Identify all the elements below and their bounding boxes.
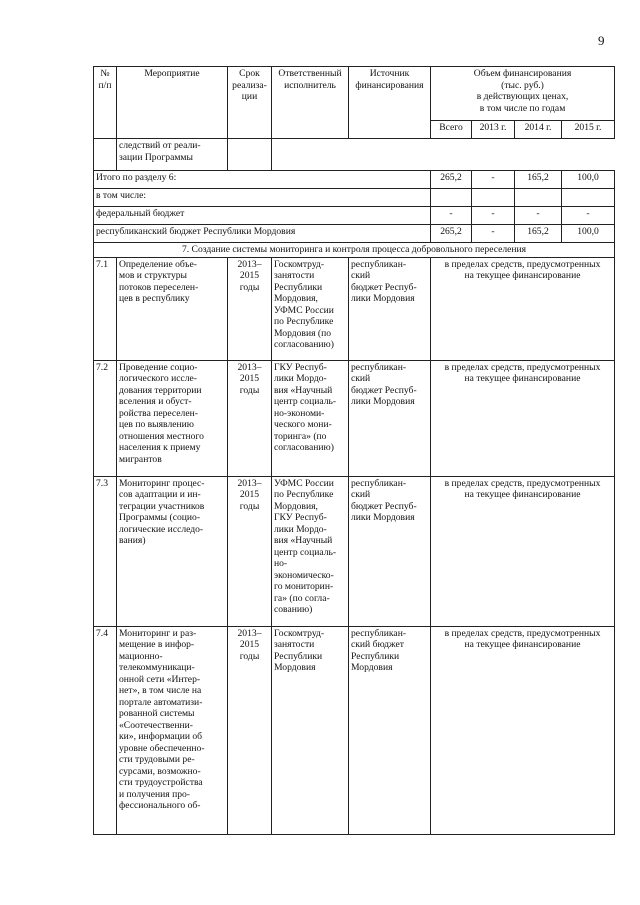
header-total: Всего xyxy=(431,121,472,139)
row-responsible: ГКУ Респуб- лики Мордо- вия «Научный центр социаль- но-экономи- ческого мони- торинга» (по согласованию) xyxy=(272,360,349,476)
row-funding: в пределах средств, предусмотренных на текущее финансирование xyxy=(431,257,615,360)
page-number: 9 xyxy=(598,33,605,48)
including-2013 xyxy=(472,189,515,207)
header-responsible: Ответственный исполнитель xyxy=(272,67,349,139)
header-term: Срок реализа- ции xyxy=(228,67,272,139)
cont-term xyxy=(228,139,272,171)
row-funding: в пределах средств, предусмотренных на текущее финансирование xyxy=(431,360,615,476)
header-2013: 2013 г. xyxy=(472,121,515,139)
including-label: в том числе: xyxy=(94,189,431,207)
row-term: 2013– 2015 годы xyxy=(228,360,272,476)
total-label: Итого по разделу 6: xyxy=(94,171,431,189)
row-term: 2013– 2015 годы xyxy=(228,626,272,834)
cont-empty xyxy=(272,139,615,171)
row-source: республикан- ский бюджет Респуб- лики Мордовия xyxy=(349,476,431,626)
republic-2015: 100,0 xyxy=(562,225,615,243)
federal-2014: - xyxy=(515,207,562,225)
including-2015 xyxy=(562,189,615,207)
header-source: Источник финансирования xyxy=(349,67,431,139)
republic-all: 265,2 xyxy=(431,225,472,243)
header-2015: 2015 г. xyxy=(562,121,615,139)
republic-2013: - xyxy=(472,225,515,243)
federal-label: федеральный бюджет xyxy=(94,207,431,225)
including-all xyxy=(431,189,472,207)
row-term: 2013– 2015 годы xyxy=(228,476,272,626)
cont-num xyxy=(94,139,117,171)
row-measure: Определение объе- мов и структуры потоков переселен- цев в республику xyxy=(117,257,228,360)
total-2015: 100,0 xyxy=(562,171,615,189)
total-2013: - xyxy=(472,171,515,189)
republic-2014: 165,2 xyxy=(515,225,562,243)
federal-2015: - xyxy=(562,207,615,225)
row-measure: Проведение социо- логического иссле- дования территории вселения и обуст- ройства переселен- цев по выявлению отношения местного населения к приему мигрантов xyxy=(117,360,228,476)
row-responsible: Госкомтруд- занятости Республики Мордовия xyxy=(272,626,349,834)
header-measure: Мероприятие xyxy=(117,67,228,139)
section-7-title: 7. Создание системы мониторинга и контроля процесса добровольного переселения xyxy=(94,243,615,258)
row-responsible: УФМС России по Республике Мордовия, ГКУ Респуб- лики Мордо- вия «Научный центр социаль- но- экономическо- го мониторин- га» (по согла- сованию) xyxy=(272,476,349,626)
row-funding: в пределах средств, предусмотренных на текущее финансирование xyxy=(431,476,615,626)
row-num: 7.2 xyxy=(94,360,117,476)
row-measure: Мониторинг процес- сов адаптации и ин- теграции участников Программы (социо- логические исследо- вания) xyxy=(117,476,228,626)
row-source: республикан- ский бюджет Республики Мордовия xyxy=(349,626,431,834)
total-all: 265,2 xyxy=(431,171,472,189)
header-volume: Объем финансирования (тыс. руб.) в действующих ценах, в том числе по годам xyxy=(431,67,615,121)
total-2014: 165,2 xyxy=(515,171,562,189)
federal-2013: - xyxy=(472,207,515,225)
row-term: 2013– 2015 годы xyxy=(228,257,272,360)
row-responsible: Госкомтруд- занятости Республики Мордовия, УФМС России по Республике Мордовия (по согласованию) xyxy=(272,257,349,360)
financing-table xyxy=(93,66,615,835)
row-num: 7.3 xyxy=(94,476,117,626)
row-source: республикан- ский бюджет Респуб- лики Мордовия xyxy=(349,360,431,476)
row-num: 7.4 xyxy=(94,626,117,834)
row-source: республикан- ский бюджет Респуб- лики Мордовия xyxy=(349,257,431,360)
row-measure: Мониторинг и раз- мещение в инфор- мационно- телекоммуникаци- онной сети «Интер- нет», в том числе на портале автоматизи- рованной системы «Соотечественни- ки», информации об уровне обеспеченно- сти трудовыми ре- сурсами, возможно- сти трудоустройства и получения про- фессионального об- xyxy=(117,626,228,834)
cont-measure: следствий от реали- зации Программы xyxy=(117,139,228,171)
row-funding: в пределах средств, предусмотренных на текущее финансирование xyxy=(431,626,615,834)
header-num: № п/п xyxy=(94,67,117,139)
including-2014 xyxy=(515,189,562,207)
republic-label: республиканский бюджет Республики Мордовия xyxy=(94,225,431,243)
row-num: 7.1 xyxy=(94,257,117,360)
federal-all: - xyxy=(431,207,472,225)
header-2014: 2014 г. xyxy=(515,121,562,139)
